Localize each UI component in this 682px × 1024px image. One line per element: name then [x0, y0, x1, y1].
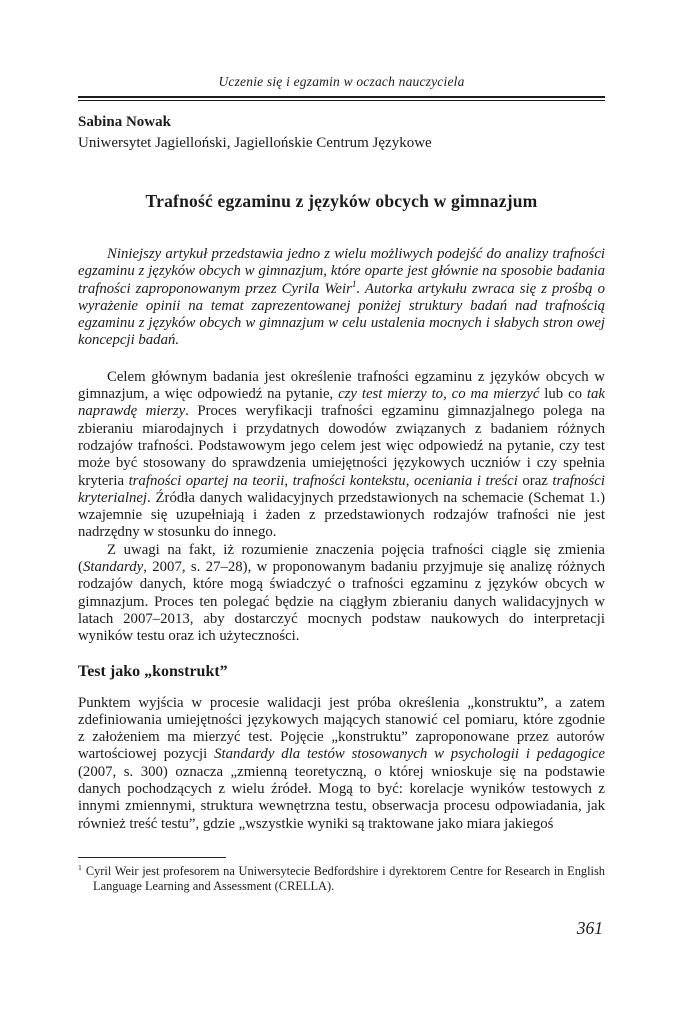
footnote: [78, 864, 605, 895]
paragraph-2: Z uwagi na fakt, iż rozumienie znaczenia pojęcia trafności ciągle się zmienia (Standardy, 2007, s. 27–28), w proponowanym badaniu przyjmuje się analizę różnych rodzajów danych, które mogą świadczyć o trafności egzaminu z języków obcych w gimnazjum. Proces ten polegać będzie na ciągłym zbieraniu danych walidacyjnych w latach 2007–2013, aby dostarczyć mocnych podstaw naukowych do interpretacji wyników testu oraz ich użyteczności.: [78, 541, 605, 645]
author-name: Sabina Nowak: [78, 114, 171, 130]
footnote-text: Cyril Weir jest profesorem na Uniwersytecie Bedfordshire i dyrektorem Centre for Research in English Language Learning and Assessment (CRELLA).: [85, 863, 605, 894]
paragraph-3: Punktem wyjścia w procesie walidacji jest próba określenia „konstruktu”, a zatem zdefiniowania umiejętności językowych mających stanowić cel pomiaru, które zgodnie z założeniem ma mierzyć test. Pojęcie „konstruktu” zaproponowane przez autorów wartościowej pozycji Standardy dla testów stosowanych w psychologii i pedagogice (2007, s. 300) oznacza „zmienną teoretyczną, o której wnioskuje się na podstawie danych pochodzących z wielu źródeł. Mogą to być: korelacje wyników testowych z innymi zmiennymi, struktura wewnętrzna testu, obserwacja procesu odpowiadania, jak również treść testu”, gdzie „wszystkie wyniki są traktowane jako miara jakiegoś: [78, 694, 605, 832]
author-affiliation: Uniwersytet Jagielloński, Jagiellońskie Centrum Językowe: [78, 134, 432, 151]
header-rule: [78, 96, 605, 101]
footnote-marker: 1: [78, 862, 82, 872]
abstract: Niniejszy artykuł przedstawia jedno z wielu możliwych podejść do analizy trafności egzaminu z języków obcych w gimnazjum, które oparte jest głównie na sposobie badania trafności zaproponowanym przez Cyrila Weir$^1$. Autorka artykułu zwraca się z prośbą o wyrażenie opinii na temat zaprezentowanej poniżej struktury badań nad trafnością egzaminu z języków obcych w gimnazjum w celu ustalenia mocnych i słabych stron owej koncepcji badań.: [78, 246, 605, 349]
section-heading: Test jako „konstrukt”: [78, 662, 228, 680]
page-number: 361: [576, 918, 603, 938]
article-title: Trafność egzaminu z języków obcych w gimnazjum: [145, 191, 538, 211]
footnote-rule: [78, 857, 226, 858]
footnote-block: [78, 857, 605, 895]
author-block: [78, 112, 605, 153]
running-head: Uczenie się i egzamin w oczach nauczyciela: [218, 74, 465, 89]
paragraph-1: Celem głównym badania jest określenie trafności egzaminu z języków obcych w gimnazjum, a więc odpowiedź na pytanie, czy test mierzy to, co ma mierzyć lub co tak naprawdę mierzy. Proces weryfikacji trafności egzaminu gimnazjalnego polega na zbieraniu miarodajnych i przydatnych dowodów związanych z badaniem różnych rodzajów trafności. Podstawowym jego celem jest więc odpowiedź na pytanie, czy test może być stosowany do sprawdzenia umiejętności językowych uczniów i czy spełnia kryteria trafności opartej na teorii, trafności kontekstu, oceniania i treści oraz trafności kryterialnej. Źródła danych walidacyjnych przedstawionych na schemacie (Schemat 1.) wzajemnie się uzupełniają i żaden z przedstawionych rodzajów trafności nie jest nadrzędny w stosunku do innego.: [78, 368, 605, 541]
page-content: [78, 0, 605, 895]
